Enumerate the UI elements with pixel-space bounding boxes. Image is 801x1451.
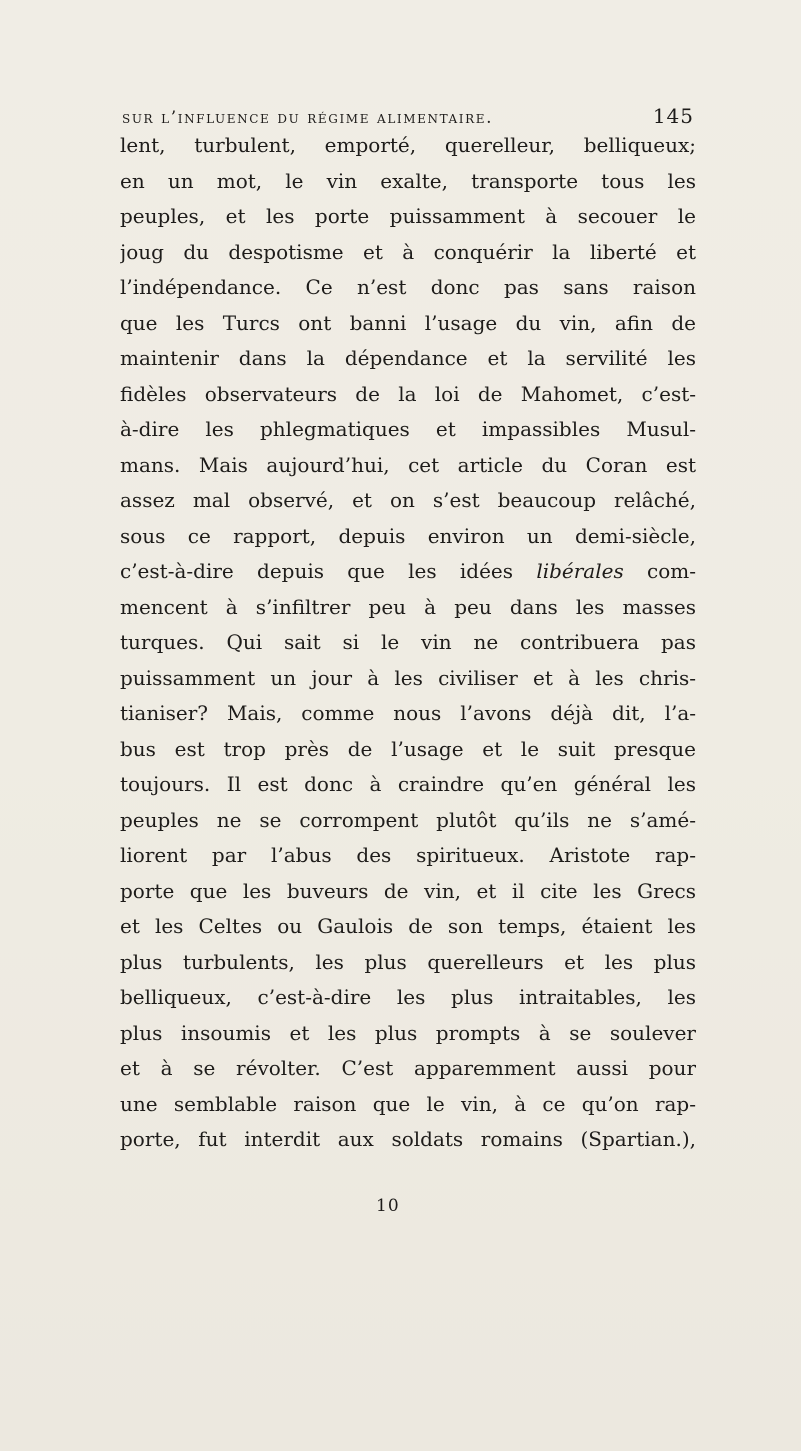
text-line: lent, turbulent, emporté, querelleur, belliqueux;	[120, 133, 696, 157]
text-line	[120, 554, 696, 590]
text-line: toujours. Il est donc à craindre qu’en général les	[120, 772, 696, 796]
text-line: plus insoumis et les plus prompts à se soulever	[120, 1020, 696, 1045]
text-line: assez mal observé, et on s’est beaucoup relâché,	[120, 488, 696, 512]
text-line: tianiser? Mais, comme nous l’avons déjà dit, l’a-	[120, 701, 696, 725]
text-line: maintenir dans la dépendance et la servilité les	[120, 346, 696, 370]
text-span: c’est-à-dire depuis que les idées	[120, 559, 537, 583]
text-line: peuples, et les porte puissamment à secouer le	[120, 204, 696, 228]
text-line: porte, fut interdit aux soldats romains (Spartian.),	[120, 1127, 696, 1151]
page-number: 145	[652, 104, 694, 128]
text-line: et les Celtes ou Gaulois de son temps, étaient les	[120, 914, 696, 938]
italic-word: libérales	[536, 559, 624, 583]
text-line: plus turbulents, les plus querelleurs et les plus	[120, 949, 696, 974]
text-span: com-	[623, 559, 696, 583]
text-line: et à se révolter. C’est apparemment aussi pour	[120, 1056, 696, 1080]
text-line: porte que les buveurs de vin, et il cite les Grecs	[120, 878, 696, 903]
text-line: bus est trop près de l’usage et le suit presque	[120, 736, 696, 761]
text-line: turques. Qui sait si le vin ne contribuera pas	[120, 630, 696, 654]
running-head-title: sur l’influence du régime alimentaire.	[122, 108, 494, 128]
text-line: en un mot, le vin exalte, transporte tous les	[120, 168, 696, 193]
text-line: liorent par l’abus des spiritueux. Aristote rap-	[120, 843, 696, 867]
text-line: mencent à s’infiltrer peu à peu dans les masses	[120, 594, 696, 619]
text-line: belliqueux, c’est-à-dire les plus intraitables, les	[120, 985, 696, 1009]
signature-mark: 10	[376, 1196, 400, 1216]
text-line: l’indépendance. Ce n’est donc pas sans raison	[120, 275, 696, 299]
text-line: fidèles observateurs de la loi de Mahomet, c’est-	[120, 381, 696, 406]
text-line: une semblable raison que le vin, à ce qu’on rap-	[120, 1091, 696, 1116]
text-line: que les Turcs ont banni l’usage du vin, afin de	[120, 310, 696, 335]
text-line: mans. Mais aujourd’hui, cet article du Coran est	[120, 452, 696, 477]
text-line: sous ce rapport, depuis environ un demi-siècle,	[120, 523, 696, 548]
text-line: joug du despotisme et à conquérir la liberté et	[120, 239, 696, 264]
text-line: à-dire les phlegmatiques et impassibles Musul-	[120, 417, 696, 441]
text-line: puissamment un jour à les civiliser et à les chris-	[120, 665, 696, 690]
text-line: peuples ne se corrompent plutôt qu’ils ne s’amé-	[120, 807, 696, 832]
body-text	[120, 128, 696, 1158]
